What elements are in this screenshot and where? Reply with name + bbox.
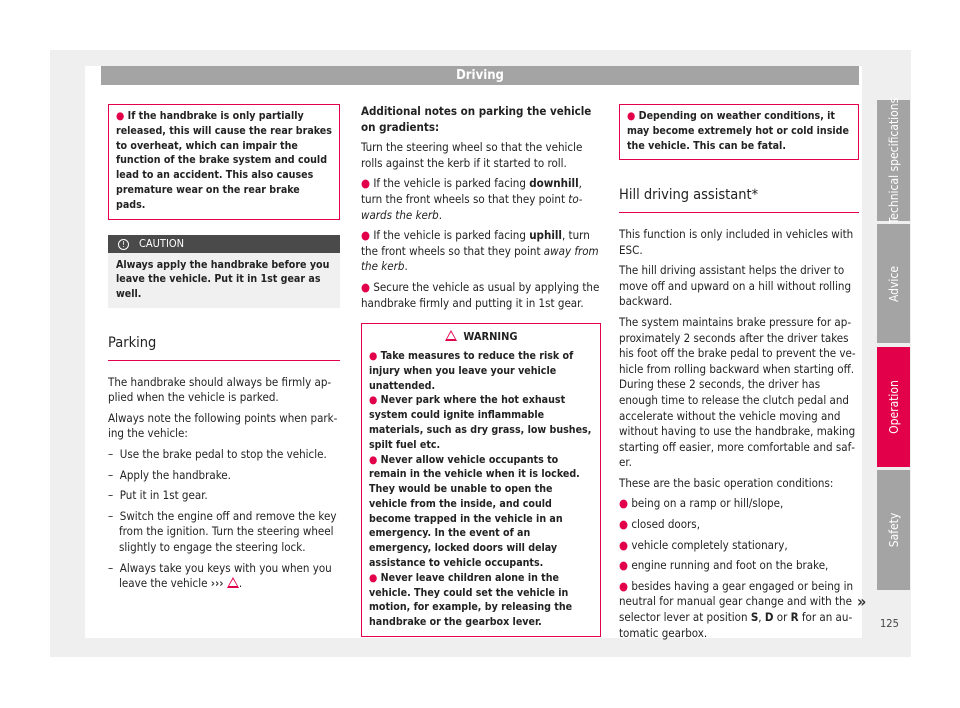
- tab-safety[interactable]: Safety: [877, 470, 910, 590]
- parking-warning-box: [361, 323, 601, 637]
- bullet-icon: ●: [369, 453, 378, 466]
- info-circle-icon: !: [118, 239, 129, 250]
- bullet-icon: ●: [369, 394, 378, 407]
- bullet-icon: ●: [619, 517, 629, 532]
- list-item: – Always take you keys with you when you leave the vehicle ››› .: [108, 560, 332, 591]
- gradient-paragraph: Turn the steering wheel so that the vehicle rolls against the kerb if it started to roll.: [361, 140, 583, 170]
- list-item: ● Never leave children alone in the vehicle. They could set the vehicle in motion, for example, by releasing the handbrake or the gearbox lever.: [369, 571, 573, 629]
- bullet-icon: ●: [619, 558, 629, 573]
- warning-triangle-icon: [227, 577, 239, 588]
- gradient-heading: Additional notes on parking the vehicle on gradients:: [361, 104, 592, 134]
- parking-intro-1: The handbrake should always be firmly applied when the vehicle is parked.: [108, 374, 332, 405]
- bullet-icon: ●: [369, 349, 378, 362]
- page-number: 125: [880, 617, 899, 630]
- handbrake-warning-box: [108, 104, 340, 220]
- tab-advice[interactable]: Advice: [877, 224, 910, 343]
- bullet-icon: ●: [619, 496, 629, 511]
- warning-label: WARNING: [463, 330, 518, 344]
- bullet-icon: ●: [361, 228, 371, 243]
- bullet-icon: ●: [361, 176, 371, 191]
- section-hill-assistant-title: Hill driving assistant*: [619, 188, 859, 213]
- list-item: ● Never park where the hot exhaust system could ignite inflammable materials, such as dry grass, low bushes, spilt fuel etc.: [369, 394, 592, 451]
- bullet-icon: ●: [619, 578, 629, 593]
- list-item: ● Never allow vehicle occupants to remain in the vehicle when it is locked. They would be unable to open the vehicle from the inside, and could become trapped in the vehicle in an emergency. In the event of an emergency, locked doors will delay assistance to vehicle occupants.: [369, 453, 580, 570]
- continue-arrow-icon[interactable]: »: [857, 592, 867, 611]
- list-item: ● Secure the vehicle as usual by applying the handbrake firmly and putting it in 1st gear.: [361, 279, 600, 310]
- list-item: ● Take measures to reduce the risk of injury when you leave your vehicle unattended.: [369, 349, 574, 392]
- list-item: ● engine running and foot on the brake,: [619, 558, 829, 573]
- list-item: ● If the vehicle is parked facing downhill, turn the front wheels so that they point towards the kerb.: [361, 176, 583, 222]
- bullet-icon: ●: [627, 110, 636, 122]
- chapter-header: Driving: [101, 66, 859, 85]
- list-item: ● closed doors,: [619, 517, 700, 532]
- list-item: – Put it in 1st gear.: [108, 488, 208, 503]
- list-item: ● being on a ramp or hill/slope,: [619, 496, 784, 511]
- warning-text: If the handbrake is only partially released, this will cause the rear brakes to overheat, which can impair the function of the brake system and could lead to an accident. This also causes premature wear on the rear brake pads.: [116, 110, 332, 211]
- list-item: – Switch the engine off and remove the key from the ignition. Turn the steering wheel slightly to engage the steering lock.: [108, 508, 337, 554]
- caution-label: CAUTION: [139, 236, 185, 250]
- hill-paragraph-3: The system maintains brake pressure for approximately 2 seconds after the driver takes his foot off the brake pedal to prevent the vehicle from rolling backward when starting off. During these 2 seconds, the driver has enough time to release the clutch pedal and accelerate without the vehicle moving and without having to use the handbrake, making starting off easier, more comfortable and safer.: [619, 314, 856, 470]
- hill-paragraph-2: The hill driving assistant helps the driver to move off and upward on a hill without rolling backward.: [619, 263, 852, 309]
- list-item: – Use the brake pedal to stop the vehicle.: [108, 446, 327, 461]
- tab-operation[interactable]: Operation: [877, 347, 910, 467]
- parking-intro-2: Always note the following points when parking the vehicle:: [108, 410, 338, 441]
- list-item: ● besides having a gear engaged or being in neutral for manual gear change and with the selector lever at position S, D or R for an automatic gearbox.: [619, 578, 854, 640]
- column-left: [108, 104, 340, 597]
- column-middle: [361, 104, 601, 637]
- list-item: ● If the vehicle is parked facing uphill, turn the front wheels so that they point away from the kerb.: [361, 228, 599, 274]
- caution-text: Always apply the handbrake before you leave the vehicle. Put it in 1st gear as well.: [108, 253, 340, 308]
- bullet-icon: ●: [619, 537, 629, 552]
- list-item: – Apply the handbrake.: [108, 467, 231, 482]
- list-item: ● vehicle completely stationary,: [619, 537, 788, 552]
- section-parking-title: Parking: [108, 336, 340, 361]
- caution-box: [108, 235, 340, 308]
- warning-text: Depending on weather conditions, it may become extremely hot or cold inside the vehicle. This can be fatal.: [627, 110, 849, 152]
- bullet-icon: ●: [116, 110, 125, 122]
- temperature-warning-box: [619, 104, 859, 160]
- warning-triangle-icon: [445, 330, 457, 341]
- bullet-icon: ●: [369, 571, 378, 584]
- hill-paragraph-1: This function is only included in vehicles with ESC.: [619, 226, 854, 257]
- bullet-icon: ●: [361, 279, 371, 294]
- hill-paragraph-4: These are the basic operation conditions:: [619, 475, 834, 490]
- column-right: [619, 104, 859, 646]
- tab-technical-specifications[interactable]: Technical specifications: [877, 100, 910, 221]
- more-link[interactable]: ›››: [210, 576, 224, 591]
